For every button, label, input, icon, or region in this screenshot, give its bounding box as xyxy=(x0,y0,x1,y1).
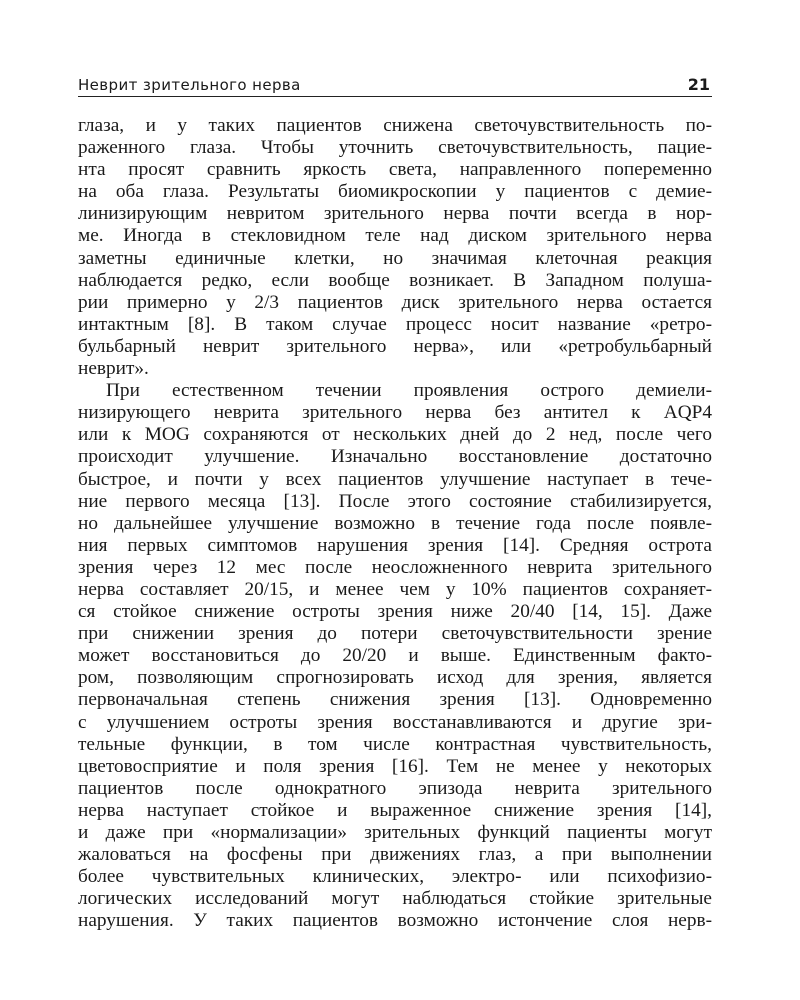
text-line: низирующего неврита зрительного нерва без антител к AQP4 xyxy=(78,402,712,424)
text-line: на оба глаза. Результаты биомикроскопии у пациентов с демие- xyxy=(78,181,712,203)
page-number: 21 xyxy=(687,75,710,94)
text-line: первоначальная степень снижения зрения [13]. Одновременно xyxy=(78,689,712,711)
text-line: тельные функции, в том числе контрастная чувствительность, xyxy=(78,733,712,755)
text-line: рии примерно у 2/3 пациентов диск зрительного нерва остается xyxy=(78,291,712,313)
text-line: наблюдается редко, если вообще возникает. В Западном полуша- xyxy=(78,269,712,291)
text-line: и даже при «нормализации» зрительных функций пациенты могут xyxy=(78,822,712,843)
text-line: ме. Иногда в стекловидном теле над диском зрительного нерва xyxy=(78,225,712,247)
running-header xyxy=(78,76,712,97)
text-line: нта просят сравнить яркость света, направленного попеременно xyxy=(78,159,712,181)
text-line: зрения через 12 мес после неосложненного неврита зрительного xyxy=(78,556,712,578)
paragraph xyxy=(78,115,712,380)
text-line: ния первых симптомов нарушения зрения [14]. Средняя острота xyxy=(78,534,712,556)
text-line: ние первого месяца [13]. После этого состояние стабилизируется, xyxy=(78,490,712,512)
text-line: или к MOG сохраняются от нескольких дней до 2 нед, после чего xyxy=(78,424,712,446)
text-line: линизирующим невритом зрительного нерва почти всегда в нор- xyxy=(78,203,712,225)
text-line: при снижении зрения до потери светочувствительности зрение xyxy=(78,623,712,645)
text-line: ром, позволяющим спрогнозировать исход для зрения, является xyxy=(78,667,712,689)
text-line: более чувствительных клинических, электро- или психофизио- xyxy=(78,866,712,888)
text-line: неврит». xyxy=(78,358,149,380)
text-line: бульбарный неврит зрительного нерва», или «ретробульбарный xyxy=(78,335,712,357)
text-line: может восстановиться до 20/20 и выше. Единственным факто- xyxy=(78,645,712,667)
text-line: нерва наступает стойкое и выраженное снижение зрения [14], xyxy=(78,799,712,821)
text-line: логических исследований могут наблюдаться стойкие зрительные xyxy=(78,888,712,910)
text-line: пациентов после однократного эпизода неврита зрительного xyxy=(78,777,712,799)
text-line: с улучшением остроты зрения восстанавливаются и другие зри- xyxy=(78,711,712,733)
text-line: но дальнейшее улучшение возможно в течение года после появле- xyxy=(78,512,712,534)
text-line: глаза, и у таких пациентов снижена светочувствительность по- xyxy=(78,115,712,136)
text-line: заметны единичные клетки, но значимая клеточная реакция xyxy=(78,247,712,269)
text-line: происходит улучшение. Изначально восстановление достаточно xyxy=(78,446,712,468)
text-line: цветовосприятие и поля зрения [16]. Тем не менее у некоторых xyxy=(78,755,712,777)
text-line: быстрое, и почти у всех пациентов улучшение наступает в тече- xyxy=(78,468,712,490)
book-page xyxy=(78,0,712,1000)
text-line: интактным [8]. В таком случае процесс носит название «ретро- xyxy=(78,313,712,335)
text-line: нерва составляет 20/15, и менее чем у 10% пациентов сохраняет- xyxy=(78,578,712,600)
running-title: Неврит зрительного нерва xyxy=(78,76,301,94)
text-line: раженного глаза. Чтобы уточнить светочувствительность, пациe- xyxy=(78,137,712,159)
paragraph xyxy=(78,380,712,932)
text-line: жаловаться на фосфены при движениях глаз, а при выполнении xyxy=(78,844,712,866)
body-text xyxy=(78,115,712,932)
text-line: нарушения. У таких пациентов возможно истончение слоя нерв- xyxy=(78,910,712,932)
text-line: При естественном течении проявления острого демиели- xyxy=(106,380,712,402)
text-line: ся стойкое снижение остроты зрения ниже 20/40 [14, 15]. Даже xyxy=(78,601,712,623)
